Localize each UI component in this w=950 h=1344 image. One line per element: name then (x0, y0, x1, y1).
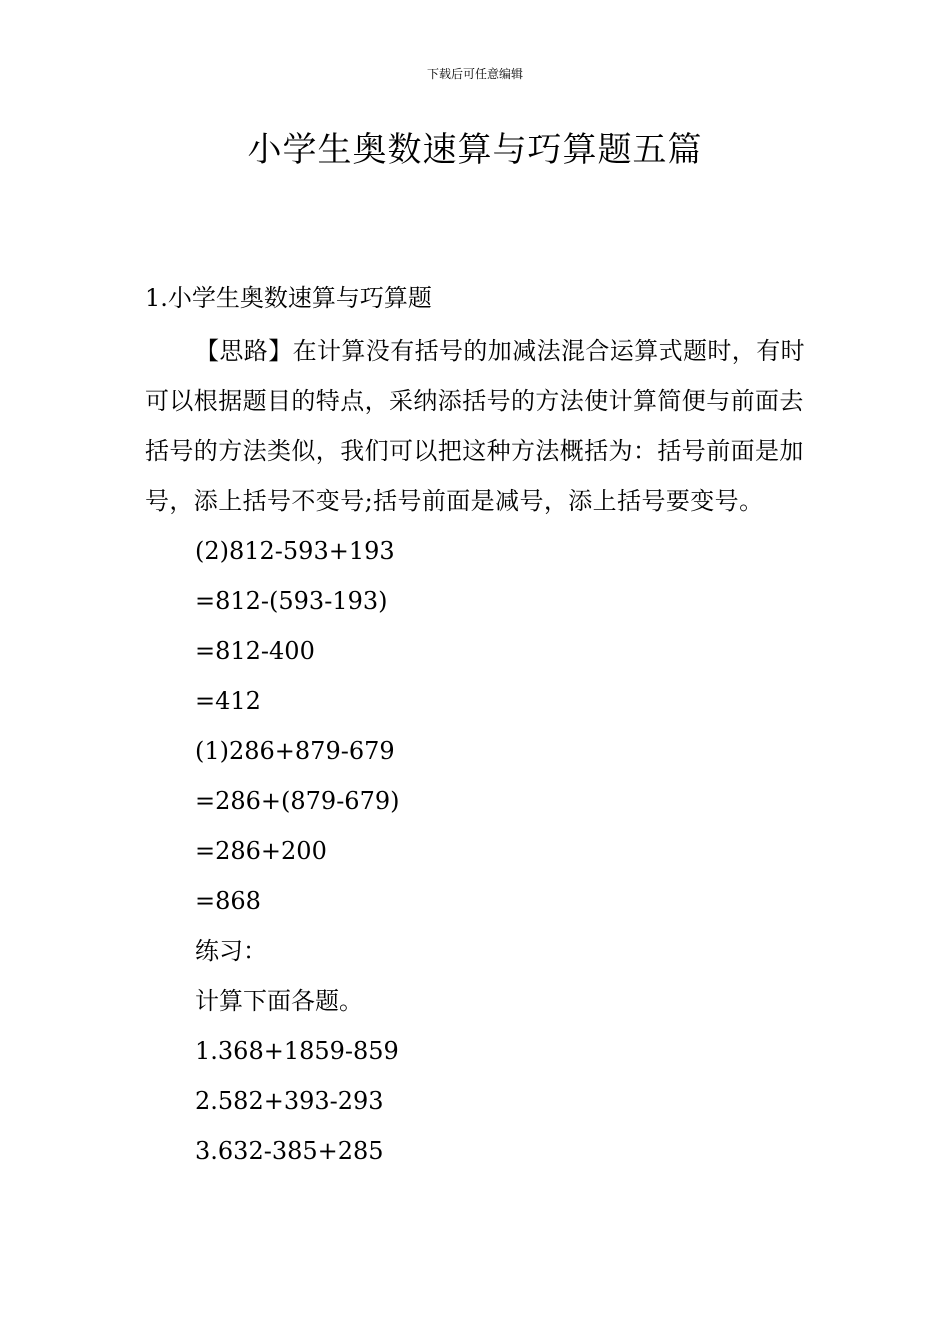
calculation-line: =412 (195, 687, 261, 715)
exercise-instruction: 计算下面各题。 (195, 987, 363, 1015)
calculation-lines (145, 526, 810, 1176)
calculation-line: =868 (195, 887, 261, 915)
document-body (145, 276, 810, 1176)
document-title: 小学生奥数速算与巧算题五篇 (247, 130, 703, 170)
calculation-line: =286+(879-679) (195, 787, 400, 815)
exercise-item: 3.632-385+285 (195, 1137, 384, 1165)
calculation-line: (1)286+879-679 (195, 737, 395, 765)
calculation-line: =286+200 (195, 837, 327, 865)
section-heading: 1.小学生奥数速算与巧算题 (145, 284, 432, 312)
exercise-label: 练习： (195, 937, 267, 965)
calculation-line: =812-400 (195, 637, 315, 665)
exercise-item: 2.582+393-293 (195, 1087, 384, 1115)
exercise-item: 1.368+1859-859 (195, 1037, 399, 1065)
calculation-line: (2)812-593+193 (195, 537, 395, 565)
method-paragraph: 【思路】在计算没有括号的加减法混合运算式题时，有时可以根据题目的特点，采纳添括号的方法使计算简便与前面去括号的方法类似，我们可以把这种方法概括为：括号前面是加号，添上括号不变号;括号前面是减号，添上括号要变号。 (145, 337, 805, 515)
calculation-line: =812-(593-193) (195, 587, 388, 615)
page-header-note: 下载后可任意编辑 (426, 67, 523, 81)
